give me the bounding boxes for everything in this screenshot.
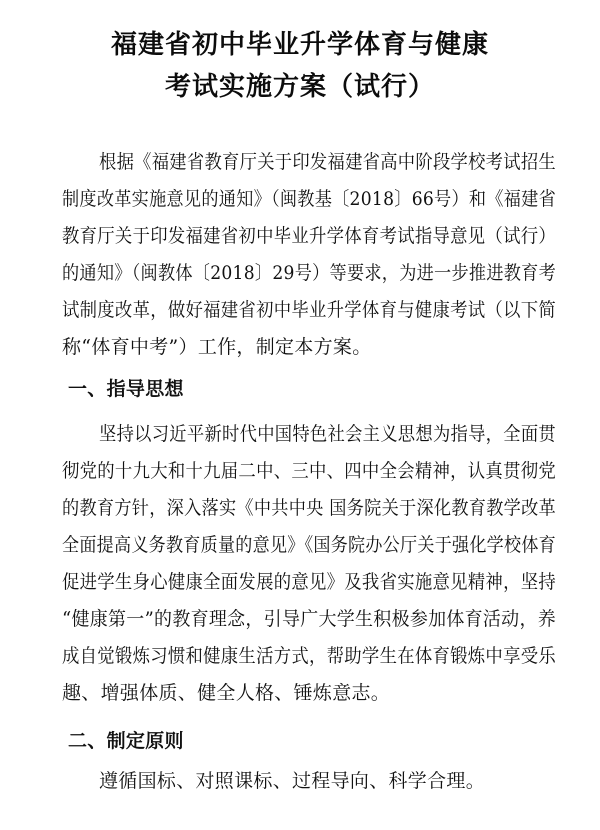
intro-line: 教育厅关于印发福建省初中毕业升学体育考试指导意见（试行）: [62, 225, 556, 247]
section1-line: 全面提高义务教育质量的意见》《国务院办公厅关于强化学校体育: [62, 534, 556, 556]
section1-line: 坚持以习近平新时代中国特色社会主义思想为指导，全面贯: [99, 423, 556, 445]
intro-line: 称“体育中考”）工作，制定本方案。: [62, 336, 372, 358]
section1-line: 的教育方针，深入落实《中共中央 国务院关于深化教育教学改革: [62, 497, 556, 519]
section-heading-principles: 二、制定原则: [68, 730, 184, 752]
document-title-line-1: 福建省初中毕业升学体育与健康: [110, 30, 489, 60]
section2-line: 遵循国标、对照课标、过程导向、科学合理。: [99, 770, 486, 792]
section-heading-guiding-ideology: 一、指导思想: [68, 378, 184, 400]
document-title-line-2: 考试实施方案（试行）: [164, 72, 435, 102]
section1-line: 彻党的十九大和十九届二中、三中、四中全会精神，认真贯彻党: [62, 460, 556, 482]
intro-line: 制度改革实施意见的通知》（闽教基〔2018〕66号）和《福建省: [62, 188, 556, 210]
intro-line: 的通知》（闽教体〔2018〕29号）等要求，为进一步推进教育考: [62, 262, 556, 284]
section1-line: “健康第一”的教育理念，引导广大学生积极参加体育活动，养: [62, 608, 556, 630]
intro-line: 试制度改革，做好福建省初中毕业升学体育与健康考试（以下简: [62, 299, 556, 321]
section1-line: 成自觉锻炼习惯和健康生活方式，帮助学生在体育锻炼中享受乐: [62, 645, 556, 667]
intro-line: 根据《福建省教育厅关于印发福建省高中阶段学校考试招生: [99, 151, 556, 173]
section1-line: 趣、增强体质、健全人格、锤炼意志。: [62, 682, 391, 704]
section1-line: 促进学生身心健康全面发展的意见》及我省实施意见精神，坚持: [62, 571, 556, 593]
